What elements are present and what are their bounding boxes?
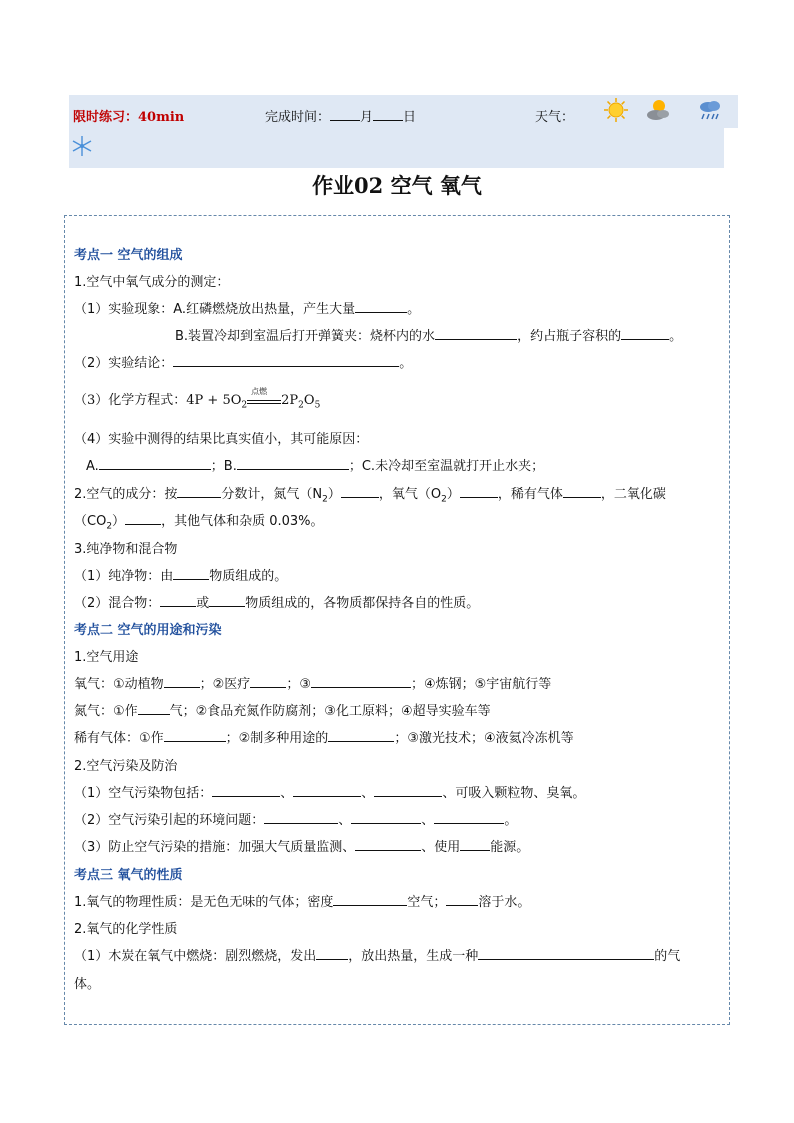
answer-blank[interactable] <box>164 729 226 742</box>
answer-blank[interactable] <box>435 327 517 340</box>
header-bar-lower <box>69 128 724 168</box>
answer-blank[interactable] <box>160 594 196 607</box>
answer-blank[interactable] <box>355 838 421 851</box>
line-2: （1）实验现象：A.红磷燃烧放出热量，产生大量 。 <box>74 302 421 317</box>
line-10: 3.纯净物和混合物 <box>74 542 178 557</box>
snowflake-icon <box>71 135 93 157</box>
completion-time <box>265 106 416 125</box>
answer-blank[interactable] <box>250 675 286 688</box>
line-3: B.装置冷却到室温后打开弹簧夹：烧杯内的水 ，约占瓶子容积的 。 <box>175 329 683 344</box>
line-13: 1.空气用途 <box>74 650 139 665</box>
answer-blank[interactable] <box>164 675 200 688</box>
answer-blank[interactable] <box>237 457 349 470</box>
line-20: （3）防止空气污染的措施：加强大气质量监测、 、使用 能源。 <box>74 840 530 855</box>
day-blank[interactable] <box>373 108 403 121</box>
line-9: $(CO_2)$ ，其他气体和杂质 0.03%。 <box>74 514 324 532</box>
answer-blank[interactable] <box>333 893 407 906</box>
answer-blank[interactable] <box>177 485 221 498</box>
line-24: 体。 <box>74 977 101 992</box>
answer-blank[interactable] <box>209 594 245 607</box>
chemical-equation: （3）化学方程式：$4P + 5O_2$ 点燃 $2P_2O_5$ <box>74 386 321 411</box>
answer-blank[interactable] <box>328 729 394 742</box>
answer-blank[interactable] <box>293 784 361 797</box>
page-title: 作业02 空气 氧气 <box>312 173 482 198</box>
line-12: （2）混合物： 或 物质组成的，各物质都保持各自的性质。 <box>74 596 480 611</box>
answer-blank[interactable] <box>99 457 211 470</box>
day-label: 日 <box>403 110 417 125</box>
line-18: （1）空气污染物包括： 、 、 、可吸入颗粒物、臭氧。 <box>74 786 586 801</box>
answer-blank[interactable] <box>621 327 669 340</box>
weather-label: 天气： <box>535 110 575 125</box>
line-21: 1.氧气的物理性质：是无色无味的气体；密度 空气； 溶于水。 <box>74 895 531 910</box>
section-title-3: 考点三 氧气的性质 <box>74 868 183 883</box>
section-title-1: 考点一 空气的组成 <box>74 248 183 263</box>
completion-label: 完成时间： <box>265 110 331 125</box>
line-6: （4）实验中测得的结果比真实值小，其可能原因： <box>74 432 369 447</box>
answer-blank[interactable] <box>374 784 442 797</box>
line-15: 氮气：①作 气；②食品充氮作防腐剂；③化工原料；④超导实验车等 <box>74 704 491 719</box>
answer-blank[interactable] <box>173 354 399 367</box>
answer-blank[interactable] <box>264 811 338 824</box>
line-19: （2）空气污染引起的环境问题： 、 、 。 <box>74 813 518 828</box>
time-limit: 限时练习：40min <box>73 110 185 125</box>
answer-blank[interactable] <box>478 947 654 960</box>
answer-blank[interactable] <box>434 811 504 824</box>
line-14: 氧气：①动植物 ；②医疗 ；③ ；④炼钢；⑤宇宙航行等 <box>74 677 552 692</box>
answer-blank[interactable] <box>351 811 421 824</box>
month-label: 月 <box>360 110 374 125</box>
month-blank[interactable] <box>330 108 360 121</box>
equation-arrow: 点燃 <box>247 395 281 407</box>
answer-blank[interactable] <box>355 300 407 313</box>
answer-blank[interactable] <box>138 702 170 715</box>
sun-icon <box>603 97 629 123</box>
answer-blank[interactable] <box>563 485 601 498</box>
section-title-2: 考点二 空气的用途和污染 <box>74 623 222 638</box>
line-4: （2）实验结论： 。 <box>74 356 413 371</box>
answer-blank[interactable] <box>341 485 379 498</box>
answer-blank[interactable] <box>125 512 161 525</box>
answer-blank[interactable] <box>446 893 478 906</box>
line-17: 2.空气污染及防治 <box>74 759 178 774</box>
answer-blank[interactable] <box>311 675 411 688</box>
header-bar <box>69 95 738 128</box>
line-22: 2.氧气的化学性质 <box>74 922 178 937</box>
line-23: （1）木炭在氧气中燃烧：剧烈燃烧，发出 ，放出热量，生成一种 的气 <box>74 949 681 964</box>
line-16: 稀有气体：①作 ；②制多种用途的 ；③激光技术；④液氦冷冻机等 <box>74 731 574 746</box>
line-1: 1.空气中氧气成分的测定： <box>74 275 230 290</box>
line-11: （1）纯净物：由 物质组成的。 <box>74 569 288 584</box>
answer-blank[interactable] <box>212 784 280 797</box>
rain-icon <box>697 97 723 123</box>
answer-blank[interactable] <box>460 838 490 851</box>
partly-cloudy-icon <box>645 97 671 123</box>
line-8: 2.空气的成分：按 分数计，氮气$(N_2)$ ，氧气$(O_2)$ ，稀有气体 ，二氧化碳 <box>74 487 666 505</box>
answer-blank[interactable] <box>316 947 348 960</box>
line-7: A. ；B. ；C.未冷却至室温就打开止水夹； <box>86 459 545 474</box>
answer-blank[interactable] <box>173 567 209 580</box>
answer-blank[interactable] <box>460 485 498 498</box>
